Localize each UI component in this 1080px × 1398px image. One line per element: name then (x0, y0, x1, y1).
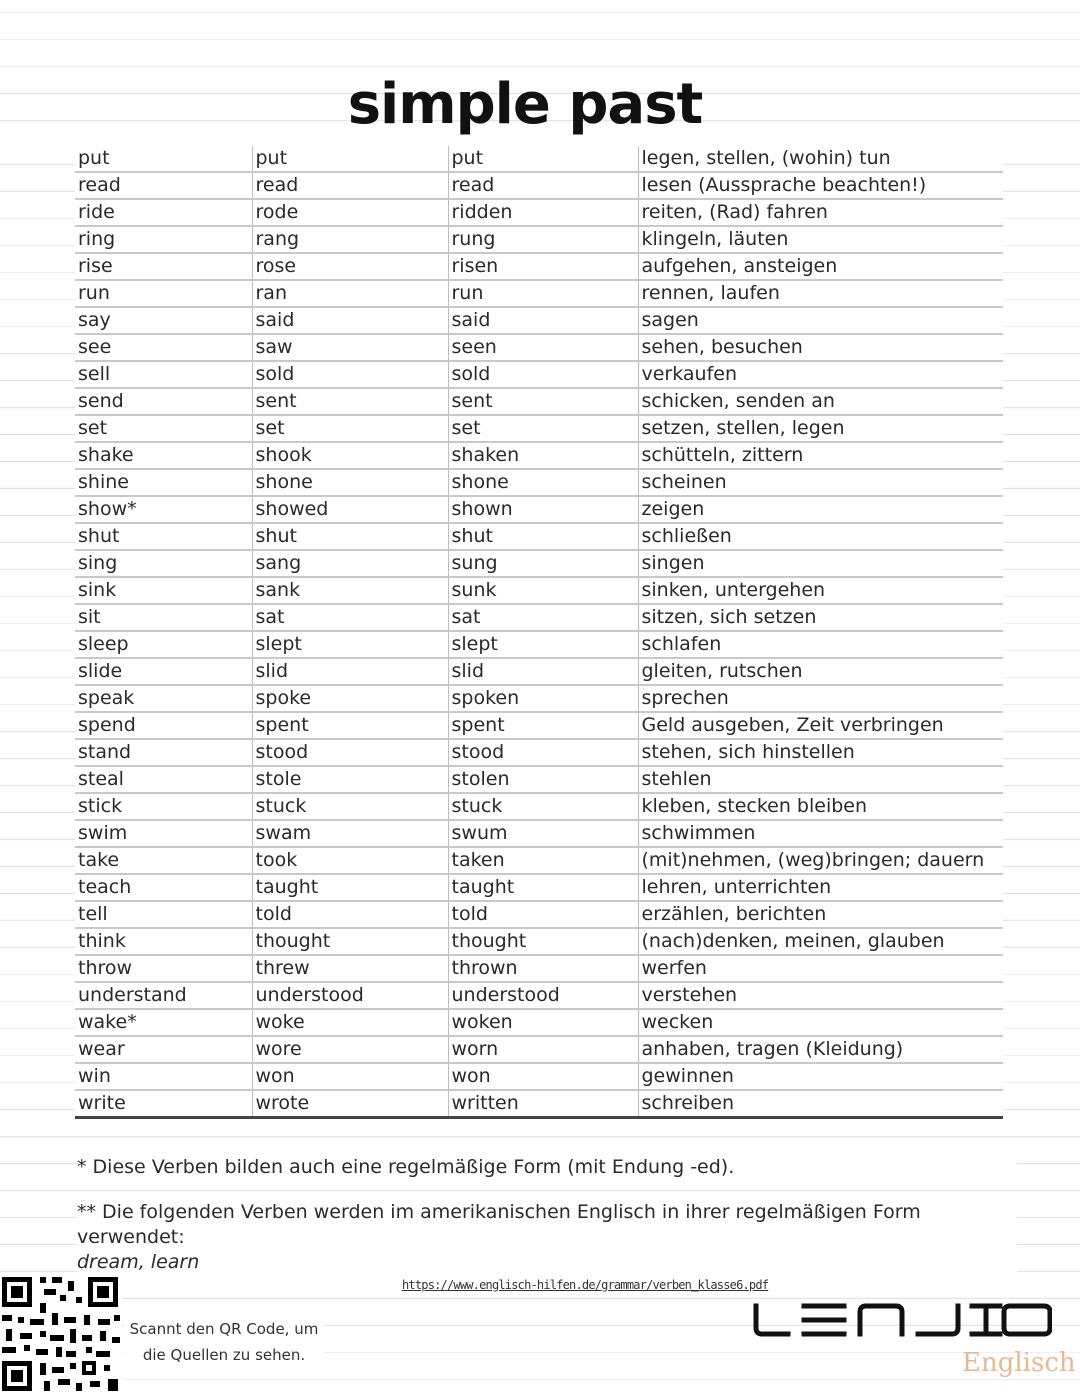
verb-simple-past: read (252, 172, 448, 199)
verb-infinitive: shake (75, 442, 252, 469)
verb-translation: setzen, stellen, legen (638, 415, 1003, 442)
table-row (75, 874, 1003, 901)
verb-simple-past: won (252, 1063, 448, 1090)
verb-translation: sehen, besuchen (638, 334, 1003, 361)
table-row (75, 469, 1003, 496)
verb-simple-past: put (252, 146, 448, 172)
verb-simple-past: saw (252, 334, 448, 361)
verb-past-participle: shut (448, 523, 638, 550)
table-row (75, 604, 1003, 631)
table-row (75, 146, 1003, 172)
verb-past-participle: taken (448, 847, 638, 874)
verb-infinitive: think (75, 928, 252, 955)
verb-simple-past: stood (252, 739, 448, 766)
verb-simple-past: slept (252, 631, 448, 658)
qr-caption (124, 1316, 324, 1368)
verb-simple-past: sang (252, 550, 448, 577)
table-row (75, 172, 1003, 199)
table-row (75, 928, 1003, 955)
table-row (75, 415, 1003, 442)
verb-infinitive: speak (75, 685, 252, 712)
verb-infinitive: sleep (75, 631, 252, 658)
verb-infinitive: shut (75, 523, 252, 550)
logo-subtitle: Englisch (962, 1348, 1076, 1378)
verb-past-participle: sent (448, 388, 638, 415)
irregular-verbs-table (75, 146, 1003, 1119)
verb-simple-past: wrote (252, 1090, 448, 1118)
verb-infinitive: wake* (75, 1009, 252, 1036)
verb-simple-past: stole (252, 766, 448, 793)
table-row (75, 253, 1003, 280)
verb-past-participle: sat (448, 604, 638, 631)
verb-past-participle: ridden (448, 199, 638, 226)
verb-simple-past: woke (252, 1009, 448, 1036)
verb-translation: zeigen (638, 496, 1003, 523)
table-row (75, 1090, 1003, 1118)
verb-past-participle: stolen (448, 766, 638, 793)
verb-past-participle: read (448, 172, 638, 199)
verb-translation: schwimmen (638, 820, 1003, 847)
table-row (75, 307, 1003, 334)
verb-simple-past: sold (252, 361, 448, 388)
table-row (75, 982, 1003, 1009)
verb-translation: sitzen, sich setzen (638, 604, 1003, 631)
verb-translation: sinken, untergehen (638, 577, 1003, 604)
table-row (75, 658, 1003, 685)
venjio-logo (752, 1300, 1052, 1340)
verb-simple-past: sat (252, 604, 448, 631)
verb-translation: kleben, stecken bleiben (638, 793, 1003, 820)
verb-infinitive: stand (75, 739, 252, 766)
table-row (75, 847, 1003, 874)
table-row (75, 334, 1003, 361)
verb-simple-past: rang (252, 226, 448, 253)
verb-translation: verkaufen (638, 361, 1003, 388)
verb-past-participle: sunk (448, 577, 638, 604)
verb-past-participle: run (448, 280, 638, 307)
table-row (75, 685, 1003, 712)
verb-past-participle: risen (448, 253, 638, 280)
verb-infinitive: put (75, 146, 252, 172)
verb-simple-past: stuck (252, 793, 448, 820)
verb-infinitive: show* (75, 496, 252, 523)
verb-past-participle: stood (448, 739, 638, 766)
verb-past-participle: seen (448, 334, 638, 361)
verb-past-participle: sold (448, 361, 638, 388)
table-row (75, 793, 1003, 820)
verb-past-participle: slid (448, 658, 638, 685)
verb-simple-past: shut (252, 523, 448, 550)
verb-infinitive: understand (75, 982, 252, 1009)
verb-translation: lehren, unterrichten (638, 874, 1003, 901)
verb-translation: verstehen (638, 982, 1003, 1009)
verb-translation: schütteln, zittern (638, 442, 1003, 469)
verb-past-participle: stuck (448, 793, 638, 820)
table-row (75, 631, 1003, 658)
verb-translation: werfen (638, 955, 1003, 982)
verb-translation: stehen, sich hinstellen (638, 739, 1003, 766)
verb-infinitive: stick (75, 793, 252, 820)
footnote-examples: dream, learn (77, 1251, 200, 1273)
verb-translation: rennen, laufen (638, 280, 1003, 307)
verb-simple-past: shook (252, 442, 448, 469)
verb-infinitive: read (75, 172, 252, 199)
verb-infinitive: set (75, 415, 252, 442)
table-row (75, 1009, 1003, 1036)
verb-simple-past: spoke (252, 685, 448, 712)
verb-past-participle: shown (448, 496, 638, 523)
table-row (75, 820, 1003, 847)
table-row (75, 901, 1003, 928)
table-row (75, 442, 1003, 469)
verb-simple-past: took (252, 847, 448, 874)
verb-infinitive: write (75, 1090, 252, 1118)
footnote-american-english-text: ** Die folgenden Verben werden im amerikanischen Englisch in ihrer regelmäßigen Form verwendet: (77, 1201, 921, 1248)
table-row (75, 523, 1003, 550)
verb-infinitive: steal (75, 766, 252, 793)
table-row (75, 1063, 1003, 1090)
table-row (75, 712, 1003, 739)
verb-simple-past: ran (252, 280, 448, 307)
verb-past-participle: won (448, 1063, 638, 1090)
verb-infinitive: run (75, 280, 252, 307)
verb-past-participle: thought (448, 928, 638, 955)
verb-infinitive: rise (75, 253, 252, 280)
verb-simple-past: said (252, 307, 448, 334)
verb-infinitive: spend (75, 712, 252, 739)
verb-past-participle: understood (448, 982, 638, 1009)
table-row (75, 388, 1003, 415)
verb-simple-past: set (252, 415, 448, 442)
verb-translation: wecken (638, 1009, 1003, 1036)
verb-simple-past: sent (252, 388, 448, 415)
verb-translation: sagen (638, 307, 1003, 334)
verb-translation: (mit)nehmen, (weg)bringen; dauern (638, 847, 1003, 874)
verb-past-participle: slept (448, 631, 638, 658)
table-row (75, 226, 1003, 253)
table-row (75, 550, 1003, 577)
page-title: simple past (347, 72, 703, 137)
verb-past-participle: swum (448, 820, 638, 847)
verb-simple-past: slid (252, 658, 448, 685)
verb-simple-past: swam (252, 820, 448, 847)
footnotes (77, 1154, 1017, 1275)
verb-translation: sprechen (638, 685, 1003, 712)
verb-translation: gleiten, rutschen (638, 658, 1003, 685)
verb-simple-past: understood (252, 982, 448, 1009)
verb-simple-past: shone (252, 469, 448, 496)
verb-infinitive: send (75, 388, 252, 415)
qr-code-icon[interactable] (0, 1275, 122, 1394)
verb-infinitive: sing (75, 550, 252, 577)
footnote-american-english (77, 1200, 1017, 1275)
verb-infinitive: sell (75, 361, 252, 388)
verb-simple-past: rode (252, 199, 448, 226)
verb-translation: gewinnen (638, 1063, 1003, 1090)
verb-translation: schicken, senden an (638, 388, 1003, 415)
qr-caption-line-2: die Quellen zu sehen. (142, 1346, 306, 1364)
footnote-regular-forms: * Diese Verben bilden auch eine regelmäßige Form (mit Endung -ed). (77, 1154, 1017, 1180)
table-row (75, 361, 1003, 388)
verb-infinitive: see (75, 334, 252, 361)
qr-caption-line-1: Scannt den QR Code, um (129, 1320, 319, 1338)
verb-translation: lesen (Aussprache beachten!) (638, 172, 1003, 199)
verb-simple-past: rose (252, 253, 448, 280)
verb-past-participle: thrown (448, 955, 638, 982)
verb-simple-past: spent (252, 712, 448, 739)
verb-infinitive: teach (75, 874, 252, 901)
table-row (75, 766, 1003, 793)
verb-translation: Geld ausgeben, Zeit verbringen (638, 712, 1003, 739)
verb-infinitive: wear (75, 1036, 252, 1063)
table-row (75, 577, 1003, 604)
verb-translation: scheinen (638, 469, 1003, 496)
verb-simple-past: taught (252, 874, 448, 901)
verb-past-participle: written (448, 1090, 638, 1118)
verb-translation: reiten, (Rad) fahren (638, 199, 1003, 226)
table-row (75, 280, 1003, 307)
verb-infinitive: throw (75, 955, 252, 982)
verb-past-participle: shone (448, 469, 638, 496)
verb-simple-past: threw (252, 955, 448, 982)
verb-infinitive: sit (75, 604, 252, 631)
verb-translation: legen, stellen, (wohin) tun (638, 146, 1003, 172)
verb-translation: klingeln, läuten (638, 226, 1003, 253)
verb-simple-past: showed (252, 496, 448, 523)
verb-past-participle: rung (448, 226, 638, 253)
table-row (75, 199, 1003, 226)
source-link[interactable]: https://www.englisch-hilfen.de/grammar/verben_klasse6.pdf (402, 1278, 769, 1292)
verb-translation: stehlen (638, 766, 1003, 793)
verb-past-participle: said (448, 307, 638, 334)
verb-past-participle: put (448, 146, 638, 172)
verb-past-participle: taught (448, 874, 638, 901)
verb-translation: schlafen (638, 631, 1003, 658)
verb-infinitive: take (75, 847, 252, 874)
table-row (75, 1036, 1003, 1063)
verb-past-participle: spent (448, 712, 638, 739)
verb-translation: (nach)denken, meinen, glauben (638, 928, 1003, 955)
verb-simple-past: wore (252, 1036, 448, 1063)
verb-infinitive: ride (75, 199, 252, 226)
verb-past-participle: told (448, 901, 638, 928)
verb-translation: erzählen, berichten (638, 901, 1003, 928)
verb-past-participle: spoken (448, 685, 638, 712)
verb-infinitive: shine (75, 469, 252, 496)
verb-past-participle: worn (448, 1036, 638, 1063)
table-row (75, 739, 1003, 766)
verb-translation: singen (638, 550, 1003, 577)
verb-simple-past: sank (252, 577, 448, 604)
table-row (75, 496, 1003, 523)
verb-translation: aufgehen, ansteigen (638, 253, 1003, 280)
verb-infinitive: slide (75, 658, 252, 685)
table-row (75, 955, 1003, 982)
verb-infinitive: tell (75, 901, 252, 928)
verb-past-participle: woken (448, 1009, 638, 1036)
verb-infinitive: win (75, 1063, 252, 1090)
verb-infinitive: ring (75, 226, 252, 253)
verb-translation: schreiben (638, 1090, 1003, 1118)
verb-table-sheet (75, 146, 1003, 1119)
verb-infinitive: swim (75, 820, 252, 847)
verb-past-participle: shaken (448, 442, 638, 469)
verb-infinitive: sink (75, 577, 252, 604)
verb-simple-past: thought (252, 928, 448, 955)
verb-infinitive: say (75, 307, 252, 334)
verb-translation: schließen (638, 523, 1003, 550)
verb-translation: anhaben, tragen (Kleidung) (638, 1036, 1003, 1063)
verb-past-participle: sung (448, 550, 638, 577)
verb-simple-past: told (252, 901, 448, 928)
verb-past-participle: set (448, 415, 638, 442)
